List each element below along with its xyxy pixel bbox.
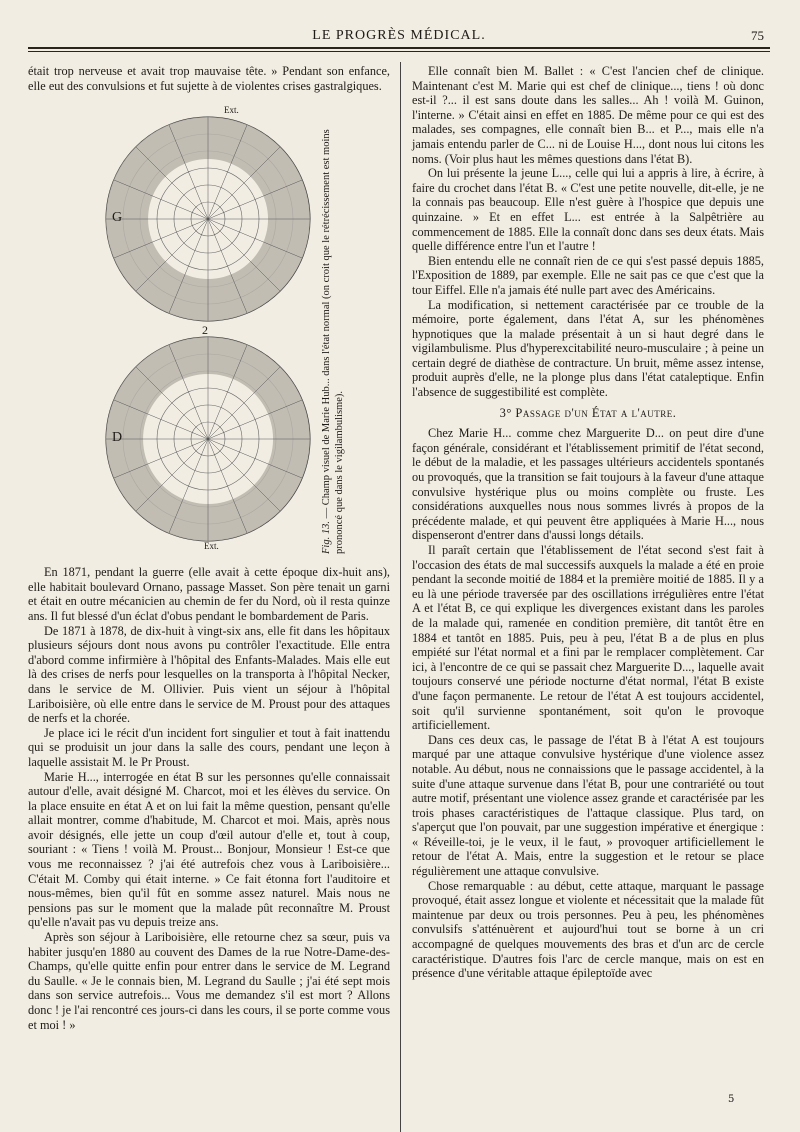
right-column: [412, 64, 764, 981]
figure-number: Fig. 13.: [321, 521, 332, 555]
figure-caption: [320, 114, 346, 554]
figure-caption-text: — Champ visuel de Marie Hub... dans l'état normal (on croit que le rétrécissement est moins prononcé que dans le vigilambulisme).: [321, 129, 345, 555]
paragraph: Marie H..., interrogée en état B sur les personnes qu'elle connaissait autour d'elle, avait désigné M. Charcot, moi et les élèves du service. On la place ensuite en état A et on lui fait la même question, pensant qu'elle allait montrer, comme d'habitude, M. Charcot et moi. Mais, après nous avoir désignés, elle jette un coup d'œil autour d'elle et, tout à coup, souriant : « Tiens ! voilà M. Proust... Bonjour, Monsieur ! Est-ce que vous me reconnaissez ? j'ai été autrefois chez vous à Lariboisière... C'était M. Comby qui était interne. » Ce fait étonna fort l'auditoire et nous-mêmes, bien qu'il fût en somme assez naturel. Mais nous ne pensions pas sur le moment que la malade pût reconnaître M. Proust qu'elle n'avait pas vu depuis treize ans.: [28, 769, 390, 930]
page-header: [28, 28, 770, 46]
signature-mark: 5: [728, 1094, 735, 1105]
page-number: 75: [751, 28, 764, 43]
paragraph: Dans ces deux cas, le passage de l'état B à l'état A est toujours marqué par une attaque convulsive hystérique d'une violence assez notable. Au début, nous ne connaissions que le passage accidentel, à la suite d'une attaque survenue dans l'état B, pour une contrariété ou tout autre motif, présentant une violence assez grande et caractérisée par les trois phases caractéristiques de l'attaque classique. Plus tard, on s'aperçut que l'on pouvait, par une suggestion impérative et énergique : « Réveille-toi, je le veux, il le faut, » provoquer artificiellement le retour de l'état A. Mais, entre la suggestion et le retour se place régulièrement une attaque convulsive.: [412, 732, 764, 879]
figure-label-num: 2: [202, 323, 208, 338]
figure-label-d: D: [112, 430, 123, 446]
paragraph: Bien entendu elle ne connaît rien de ce qui s'est passé depuis 1885, l'Exposition de 1889, par exemple. Elle ne sait pas ce que c'est que la tour Eiffel. Elle n'a jamais été nulle part avec des Américains.: [412, 253, 764, 297]
header-rule-thin: [28, 51, 770, 52]
left-column: [28, 64, 390, 1032]
visual-field-charts: [98, 99, 318, 559]
journal-title: LE PROGRÈS MÉDICAL.: [312, 28, 486, 43]
figure-ext-bottom: Ext.: [204, 541, 219, 552]
paragraph: La modification, si nettement caractérisée par ce trouble de la mémoire, porte également, dans l'état A, sur les phénomènes hypnotiques que la malade présentait à un si haut degré dans le vigilambulisme. Plus d'hyperexcitabilité neuro-musculaire ; à peine un certain degré de diathèse de contracture. Un bruit, même assez intense, produit auprès d'elle, ne la plonge plus dans l'état cataleptique. Enfin l'absence de suggestibilité est complète.: [412, 297, 764, 400]
paragraph: Chez Marie H... comme chez Marguerite D... on peut dire d'une façon générale, considérant et l'établissement primitif de l'état second, le début de la maladie, et les passages ultérieurs accidentels spontanés ou provoqués, que la transition se fait toujours à la faveur d'une attaque convulsive hystérique plus ou moins complète ou fruste. Les considérations auxquelles nous nous sommes livrés à propos de la précédente malade, et qui peuvent être appliquées à Marie H..., nous dispenseront d'entrer dans d'aussi longs détails.: [412, 426, 764, 543]
paragraph: On lui présente la jeune L..., celle qui lui a appris à lire, à écrire, à faire du crochet dans l'état B. « C'est une petite nouvelle, dit-elle, je ne la connais pas beaucoup. Elle n'est guère à l'hospice que depuis une quinzaine. » Et en effet L... est entrée à la Salpêtrière au commencement de 1885. Elle la connaît donc dans ses deux états. Mais quelle différence entre l'un et l'autre !: [412, 166, 764, 254]
paragraph: Il paraît certain que l'établissement de l'état second s'est fait à l'occasion des états de mal successifs auxquels la malade a été en proie pendant la seconde moitié de 1884 et la première moitié de 1885. Il y a eu là une période traversée par des oscillations irrégulières entre l'état A et l'état B, ce qui explique les divergences existant dans les paroles de la malade qui, ramenée en condition première, dit tantôt être en 1884 et tantôt en 1885. Puis, peu à peu, l'état B a de plus en plus empiété sur l'état normal et a fini par le remplacer complètement. Car ici, à l'encontre de ce qui se passait chez Marguerite D..., laquelle avait toujours conservé une période nocturne d'état normal, l'état B existe d'une façon permanente. Le retour de l'état A est toujours accidentel, soit qu'il survienne spontanément, soit qu'on le provoque artificiellement.: [412, 543, 764, 733]
paragraph: Je place ici le récit d'un incident fort singulier et tout à fait inattendu qui se produisit un jour dans la salle des cours, pendant une leçon à laquelle assistait M. le Pr Proust.: [28, 725, 390, 769]
paragraph: Après son séjour à Lariboisière, elle retourne chez sa sœur, puis va habiter jusqu'en 1880 au couvent des Dames de la rue Notre-Dame-des-Champs, qu'elle quitte enfin pour entrer dans le service de M. Legrand du Saulle. « Je le connais bien, M. Legrand du Saulle ; j'ai été sept mois dans son service autrefois... Vous me demandez s'il est mort ? Allons donc ! je l'ai rencontré ces jours-ci dans les cours, il se porte comme vous et moi ! »: [28, 930, 390, 1032]
paragraph: Elle connaît bien M. Ballet : « C'est l'ancien chef de clinique. Maintenant c'est M. Marie qui est chef de clinique..., tiens ! où donc est-il ?... il est sans doute dans les salles... Ah ! voilà M. Guinon, l'interne. » C'était ainsi en effet en 1885. De même pour ce qui est des malades, ses compagnes, elle connaît bien B... et P..., mais elle n'a jamais entendu parler de C... ni de Louise H..., dont nous lui citons les noms. (Voir plus haut les mêmes questions dans l'état B).: [412, 64, 764, 166]
paragraph: était trop nerveuse et avait trop mauvaise tête. » Pendant son enfance, elle eut des convulsions et fut sujette à de violentes crises gastralgiques.: [28, 64, 390, 93]
visual-field-chart-g: [106, 117, 310, 321]
column-separator: [400, 62, 401, 1132]
paragraph: Chose remarquable : au début, cette attaque, marquant le passage provoqué, était assez longue et violente et nécessitait que la malade fût maintenue par deux ou trois personnes. Peu à peu, les phénomènes convulsifs s'atténuèrent et aujourd'hui tout se borne à un cri accompagné de quelques mouvements des bras et d'un arc de cercle caractéristique. D'autres fois l'arc de cercle manque, mais on est en présence d'une véritable attaque épileptoïde avec: [412, 878, 764, 981]
section-heading: 3° Passage d'un État a l'autre.: [499, 405, 677, 420]
header-rule-thick: [28, 47, 770, 49]
figure-ext-top: Ext.: [224, 105, 239, 116]
paragraph: De 1871 à 1878, de dix-huit à vingt-six ans, elle fit dans les hôpitaux plusieurs séjours dont nous avons pu contrôler l'exactitude. Elle entra d'abord comme infirmière à l'hôpital des Enfants-Malades. Mais elle eut là des crises de nerfs pour lesquelles on la transporta à l'hôpital Necker, dans le service de M. Ollivier. Puis vient un séjour à l'hôpital Lariboisière, où elle entre dans le service de M. Proust pour des attaques de nerfs et la chorée.: [28, 623, 390, 726]
paragraph: En 1871, pendant la guerre (elle avait à cette époque dix-huit ans), elle habitait boulevard Ornano, passage Masset. Son père tenait un garni et était en outre mécanicien au chemin de fer du Nord, où il resta quinze ans. Il fut blessé d'un éclat d'obus pendant le bombardement de Paris.: [28, 565, 390, 623]
figure-label-g: G: [112, 210, 123, 226]
visual-field-chart-d: [106, 337, 310, 541]
visual-field-figure: [28, 99, 390, 559]
